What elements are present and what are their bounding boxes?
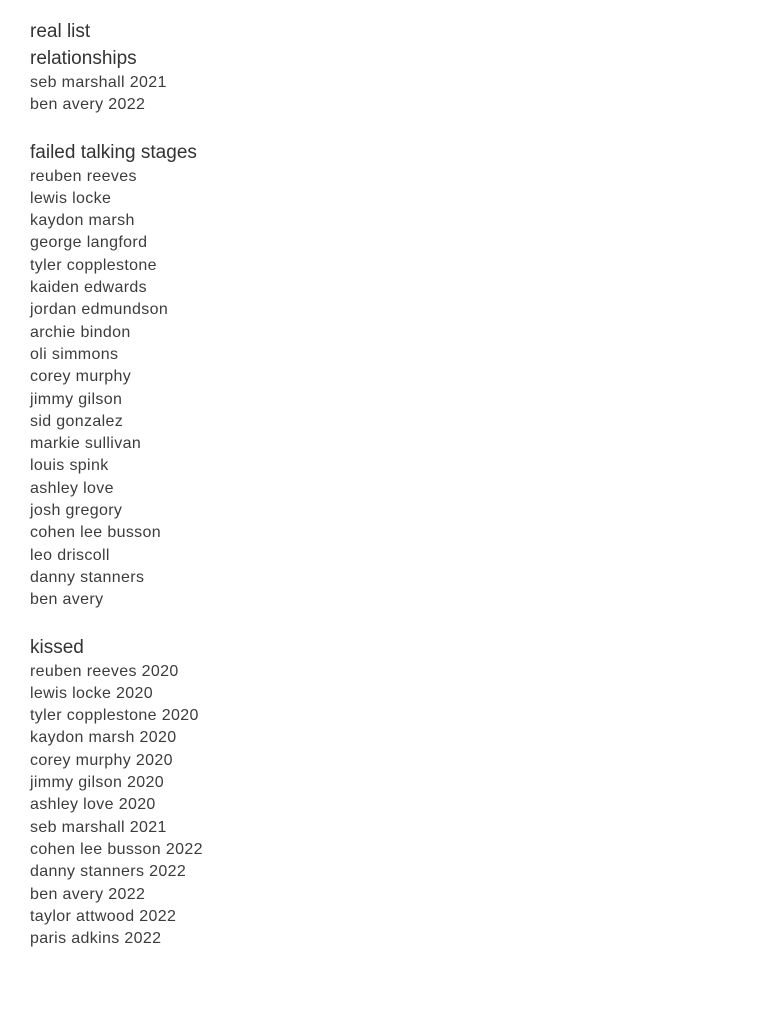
section-heading-relationships: relationships <box>30 48 137 69</box>
list-item: jimmy gilson <box>30 390 123 408</box>
list-item: taylor attwood 2022 <box>30 907 177 925</box>
list-item: jimmy gilson 2020 <box>30 774 165 792</box>
list-item: kaydon marsh 2020 <box>30 729 177 747</box>
list-item: kaiden edwards <box>30 279 147 297</box>
list-relationships <box>30 72 730 117</box>
list-item: corey murphy <box>30 368 132 386</box>
list-item: ben avery <box>30 591 104 609</box>
list-item: kaydon marsh <box>30 212 135 230</box>
list-item: ashley love 2020 <box>30 796 156 814</box>
list-item: markie sullivan <box>30 435 142 453</box>
section-relationships <box>30 45 730 117</box>
list-item: reuben reeves 2020 <box>30 662 179 680</box>
list-item: cohen lee busson 2022 <box>30 840 203 858</box>
list-item: lewis locke 2020 <box>30 684 153 702</box>
section-heading-kissed: kissed <box>30 636 84 658</box>
list-item: lewis locke <box>30 189 112 207</box>
list-item: seb marshall 2021 <box>30 818 167 836</box>
list-item: sid gonzalez <box>30 412 124 430</box>
list-item: tyler copplestone <box>30 256 157 274</box>
section-heading-failed-talking-stages: failed talking stages <box>30 141 197 163</box>
list-item: jordan edmundson <box>30 301 169 319</box>
list-item: josh gregory <box>30 502 123 520</box>
list-item: corey murphy 2020 <box>30 751 173 769</box>
list-failed-talking-stages <box>30 166 730 612</box>
list-item: ben avery 2022 <box>30 96 146 114</box>
list-item: archie bindon <box>30 323 131 341</box>
list-item: danny stanners <box>30 568 145 586</box>
list-item: tyler copplestone 2020 <box>30 707 199 725</box>
list-item: reuben reeves <box>30 167 137 185</box>
section-failed-talking-stages <box>30 139 730 612</box>
list-item: danny stanners 2022 <box>30 863 187 881</box>
list-item: ashley love <box>30 479 114 497</box>
note-title: real list <box>30 21 91 42</box>
list-item: ben avery 2022 <box>30 885 146 903</box>
note-body[interactable] <box>30 18 730 950</box>
list-item: louis spink <box>30 457 109 475</box>
list-item: oli simmons <box>30 345 119 363</box>
list-item: cohen lee busson <box>30 524 162 542</box>
list-item: paris adkins 2022 <box>30 930 162 948</box>
list-item: george langford <box>30 234 148 252</box>
list-item: seb marshall 2021 <box>30 74 167 91</box>
list-kissed <box>30 661 730 951</box>
section-kissed <box>30 634 730 951</box>
list-item: leo driscoll <box>30 546 110 564</box>
